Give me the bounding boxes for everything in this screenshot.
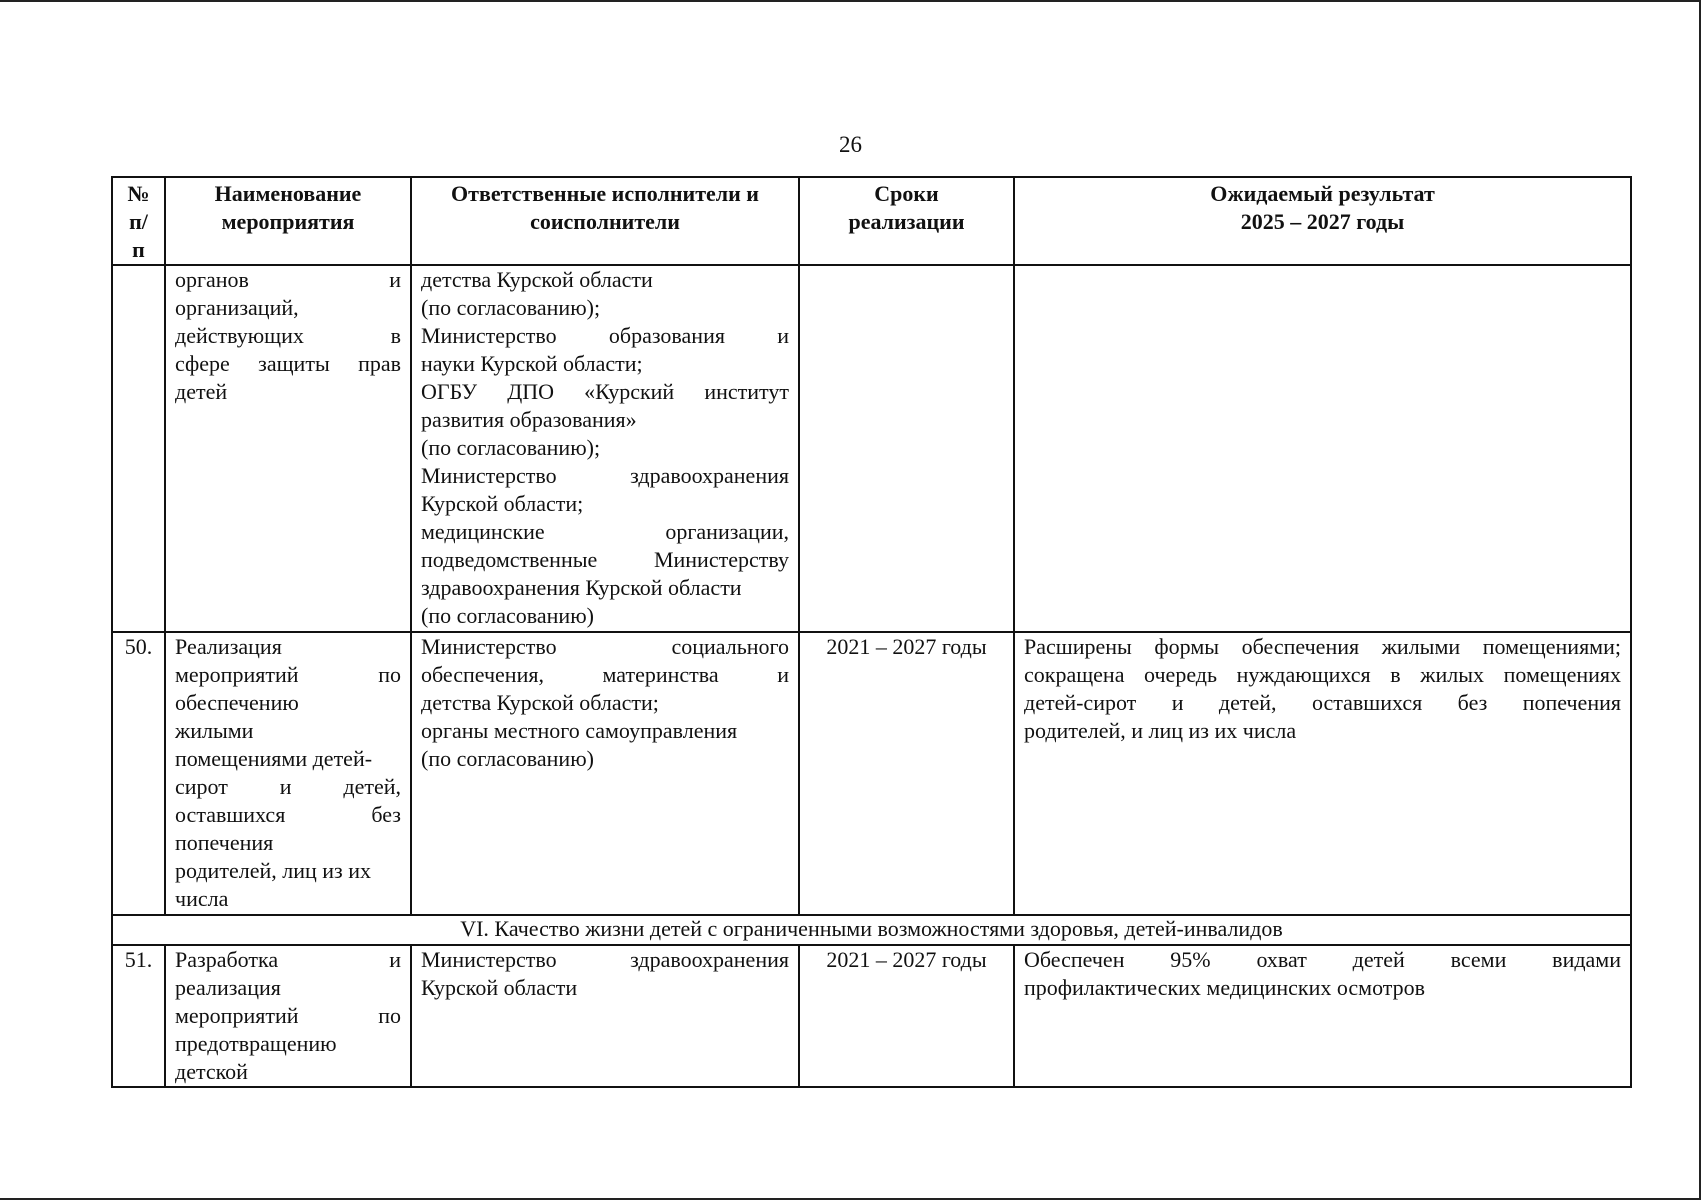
header-responsible: Ответственные исполнители и соисполнители: [411, 177, 799, 265]
row-name: Разработка и реализация мероприятий по предотвращению детской: [165, 945, 411, 1087]
header-row: [112, 177, 1631, 265]
row-result: Обеспечен 95% охват детей всеми видами профилактических медицинских осмотров: [1014, 945, 1631, 1087]
header-name: Наименование мероприятия: [165, 177, 411, 265]
section-title: VI. Качество жизни детей с ограниченными возможностями здоровья, детей-инвалидов: [112, 915, 1631, 945]
row-terms: 2021 – 2027 годы: [799, 945, 1014, 1087]
header-num: № п/ п: [112, 177, 165, 265]
row-responsible: Министерство социального обеспечения, материнства и детства Курской области; органы местного самоуправления (по согласованию): [411, 632, 799, 915]
table-row: [112, 265, 1631, 632]
plan-table: [111, 176, 1632, 1088]
table-row: [112, 632, 1631, 915]
row-name: органов и организаций, действующих в сфере защиты прав детей: [165, 265, 411, 632]
row-responsible: Министерство здравоохранения Курской области: [411, 945, 799, 1087]
row-terms: [799, 265, 1014, 632]
header-result: Ожидаемый результат 2025 – 2027 годы: [1014, 177, 1631, 265]
row-responsible: детства Курской области (по согласованию); Министерство образования и науки Курской области; ОГБУ ДПО «Курский институт развития образования» (по согласованию); Министерство здравоохранения Курской области; медицинские организации, подведомственные Министерству здравоохранения Курской области (по согласованию): [411, 265, 799, 632]
table-row: [112, 945, 1631, 1087]
header-terms: Сроки реализации: [799, 177, 1014, 265]
row-num: 50.: [112, 632, 165, 915]
section-row: [112, 915, 1631, 945]
row-name: Реализация мероприятий по обеспечению жилыми помещениями детей- сирот и детей, оставшихся без попечения родителей, лиц из их числа: [165, 632, 411, 915]
row-num: [112, 265, 165, 632]
page-number: 26: [839, 132, 862, 157]
row-terms: 2021 – 2027 годы: [799, 632, 1014, 915]
row-result: [1014, 265, 1631, 632]
row-result: Расширены формы обеспечения жилыми помещениями; сокращена очередь нуждающихся в жилых помещениях детей-сирот и детей, оставшихся без попечения родителей, и лиц из их числа: [1014, 632, 1631, 915]
row-num: 51.: [112, 945, 165, 1087]
